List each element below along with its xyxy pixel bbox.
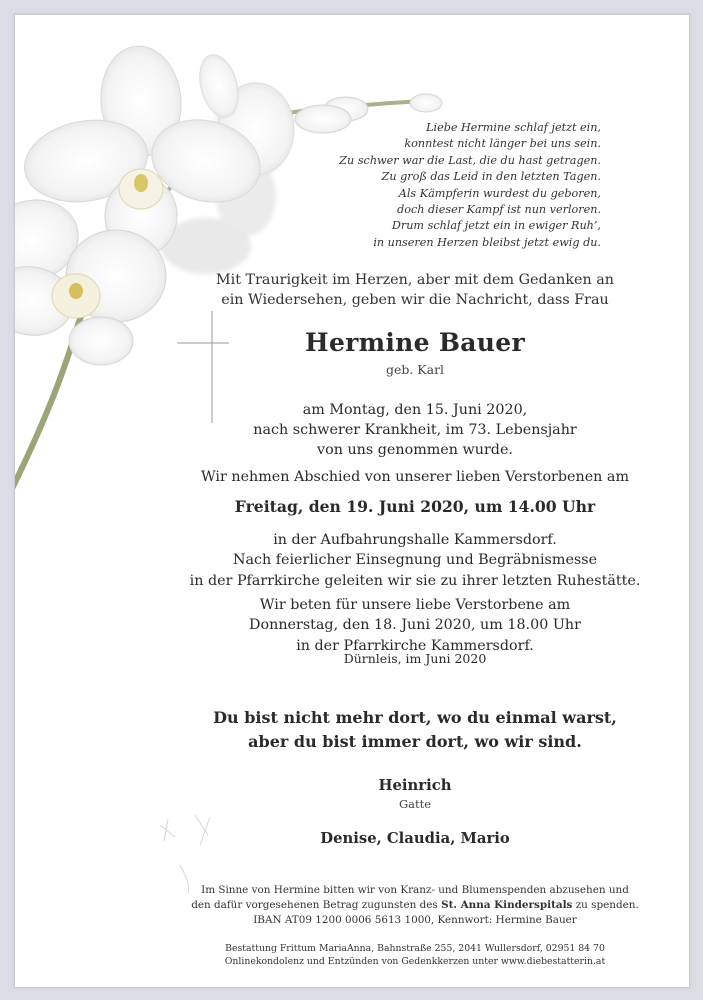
children-names: Denise, Claudia, Mario [320, 830, 510, 847]
death-line: am Montag, den 15. Juni 2020, [302, 402, 528, 418]
charity-name: St. Anna Kinderspitals [441, 899, 573, 911]
poem-line: Zu groß das Leid in den letzten Tagen. [381, 170, 601, 184]
quote-line: Du bist nicht mehr dort, wo du einmal warst, [213, 708, 617, 727]
poem-line: Als Kämpferin wurdest du geboren, [398, 186, 601, 200]
poem-line: Drum schlaf jetzt ein in ewiger Ruh’, [391, 219, 601, 233]
quote-line: aber du bist immer dort, wo wir sind. [248, 732, 582, 751]
pray-line: in der Pfarrkirche Kammersdorf. [296, 637, 534, 654]
intro-line: ein Wiedersehen, geben wir die Nachricht, dass Frau [221, 292, 609, 308]
undertaker-address: Bestattung Frittum MariaAnna, Bahnstraße 255, 2041 Wullersdorf, 02951 84 70 [225, 943, 605, 954]
intro-text [185, 270, 645, 310]
place-line: Nach feierlicher Einsegnung und Begräbnismesse [232, 552, 598, 569]
intro-line: Mit Traurigkeit im Herzen, aber mit dem Gedanken an [216, 272, 614, 288]
obituary-page [14, 14, 690, 988]
online-condolence: Onlinekondolenz und Entzünden von Gedenkkerzen unter www.diebestatterin.at [224, 956, 606, 967]
bank-details: IBAN AT09 1200 0006 5613 1000, Kennwort: Hermine Bauer [253, 914, 577, 926]
poem-line: konntest nicht länger bei uns sein. [404, 137, 601, 151]
faint-pencil-mark [150, 805, 245, 895]
poem-line: doch dieser Kampf ist nun verloren. [397, 203, 601, 217]
deceased-name: Hermine Bauer [305, 328, 525, 357]
memorial-quote [185, 706, 645, 754]
farewell-text: Wir nehmen Abschied von unserer lieben Verstorbenen am [200, 469, 630, 485]
donation-text: zu spenden. [572, 899, 639, 911]
poem-line: Liebe Hermine schlaf jetzt ein, [426, 121, 601, 134]
poem-line: in unseren Herzen bleibst jetzt ewig du. [373, 235, 601, 249]
donation-text: den dafür vorgesehenen Betrag zugunsten des [191, 899, 442, 911]
maiden-name: geb. Karl [385, 362, 445, 377]
funeral-date: Freitag, den 19. Juni 2020, um 14.00 Uhr [234, 497, 596, 516]
donation-notice [175, 883, 655, 928]
death-notice [185, 400, 645, 460]
poem [301, 120, 601, 251]
pray-line: Wir beten für unsere liebe Verstorbene am [259, 597, 571, 613]
donation-line: Im Sinne von Hermine bitten wir von Kranz- und Blumenspenden abzusehen und [201, 884, 629, 896]
poem-line: Zu schwer war die Last, die du hast getragen. [339, 153, 601, 167]
donation-line [175, 898, 655, 913]
pray-line: Donnerstag, den 18. Juni 2020, um 18.00 Uhr [249, 617, 581, 634]
prayer-notice [185, 595, 645, 656]
death-line: von uns genommen wurde. [317, 442, 513, 458]
spouse-role: Gatte [398, 797, 432, 811]
place-line: in der Aufbahrungshalle Kammersdorf. [273, 532, 557, 548]
funeral-place [185, 530, 645, 591]
undertaker-info [175, 942, 655, 968]
spouse-name: Heinrich [378, 777, 452, 794]
place-line: in der Pfarrkirche geleiten wir sie zu ihrer letzten Ruhestätte. [189, 572, 641, 589]
location-date: Dürnleis, im Juni 2020 [343, 651, 487, 666]
death-line: nach schwerer Krankheit, im 73. Lebensjahr [253, 422, 577, 438]
